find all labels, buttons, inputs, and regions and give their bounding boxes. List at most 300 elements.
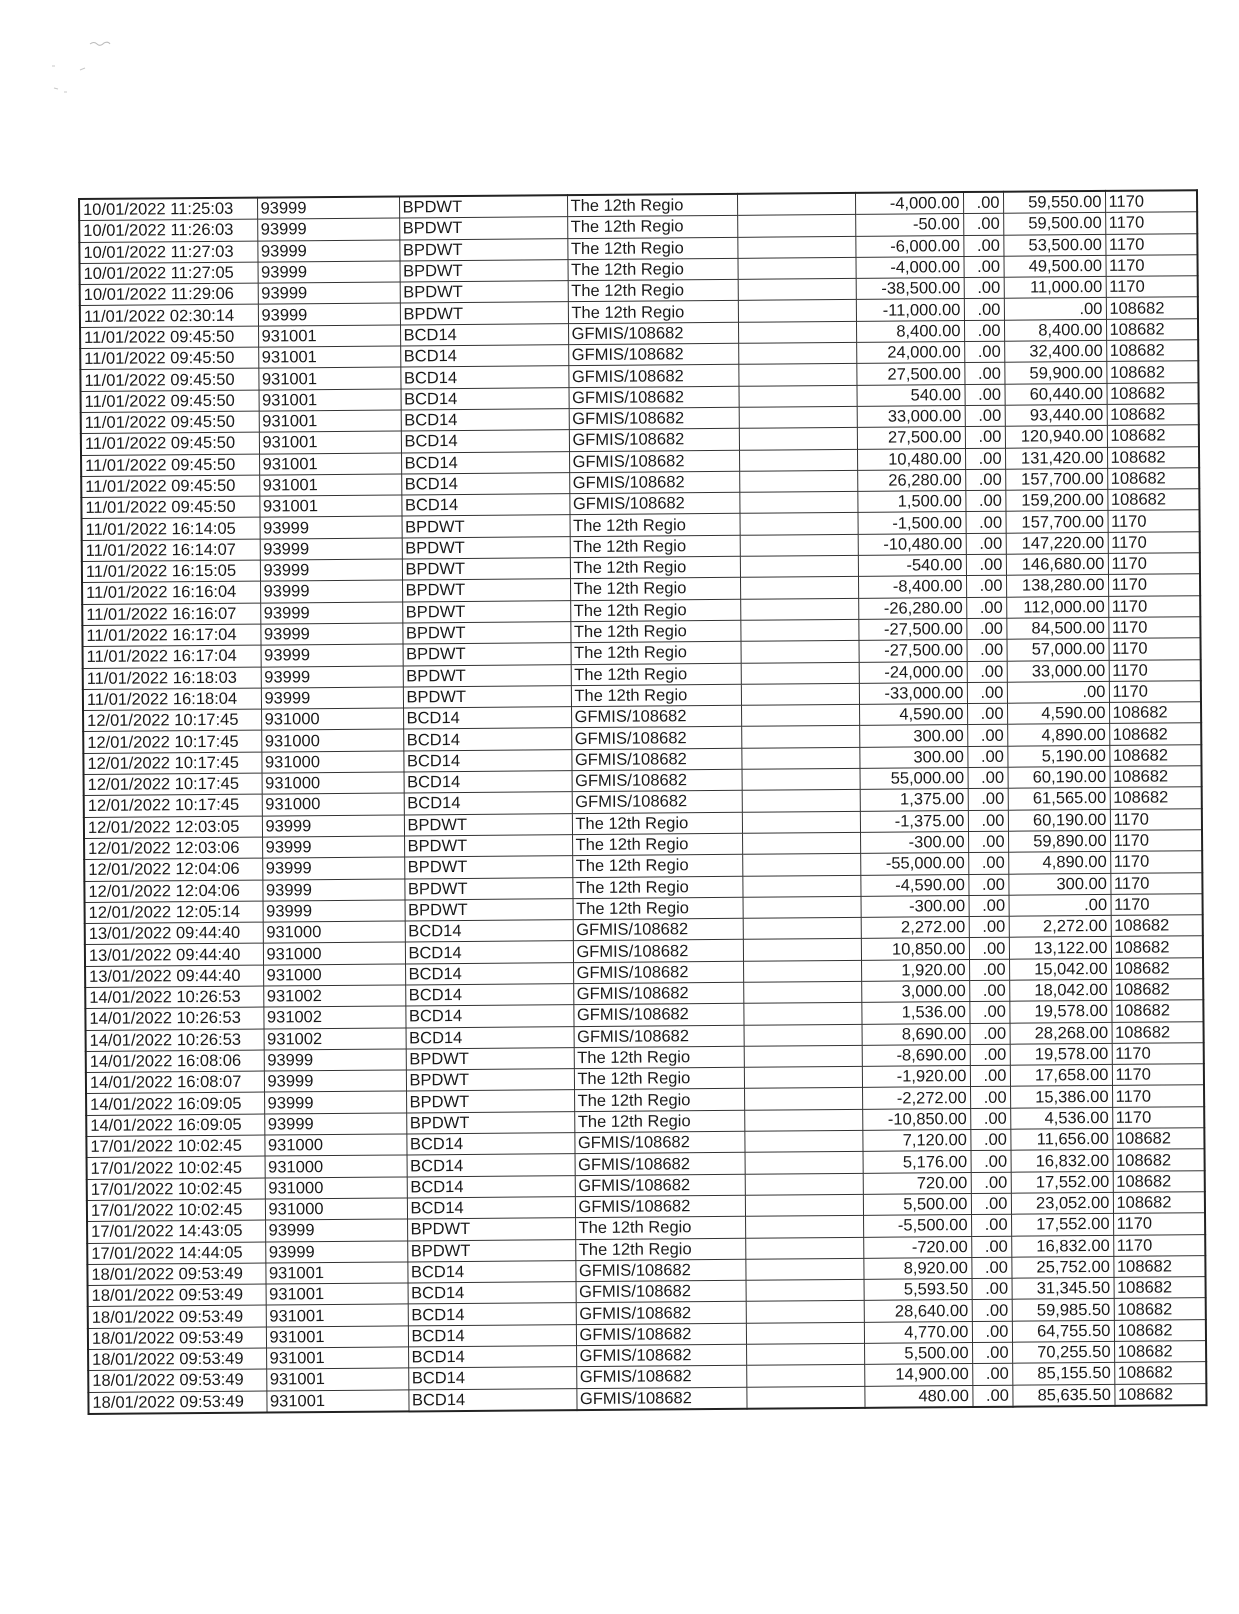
type-cell: BCD14 xyxy=(407,1197,575,1220)
description-cell: GFMIS/108682 xyxy=(575,1153,745,1176)
type-cell: BCD14 xyxy=(408,1388,576,1411)
datetime-cell: 14/01/2022 16:09:05 xyxy=(86,1093,264,1116)
description-cell: The 12th Regio xyxy=(567,258,737,281)
account-cell: 108682 xyxy=(1111,957,1203,979)
amount-cell: -8,690.00 xyxy=(862,1044,970,1066)
blank-cell xyxy=(742,854,860,876)
account-cell: 108682 xyxy=(1107,425,1199,447)
balance-cell: 17,658.00 xyxy=(1010,1065,1112,1087)
type-cell: BCD14 xyxy=(403,728,571,751)
amount-cell: -10,850.00 xyxy=(862,1108,970,1130)
code-cell: 931001 xyxy=(266,1326,408,1348)
zero-cell: .00 xyxy=(966,597,1006,619)
zero-cell: .00 xyxy=(970,1108,1010,1130)
balance-cell: 70,255.50 xyxy=(1012,1341,1114,1363)
code-cell: 931001 xyxy=(266,1390,408,1413)
blank-cell xyxy=(740,534,858,556)
blank-cell xyxy=(744,1067,862,1089)
datetime-cell: 14/01/2022 16:08:06 xyxy=(86,1050,264,1073)
code-cell: 93999 xyxy=(262,815,404,837)
datetime-cell: 11/01/2022 16:17:04 xyxy=(83,645,261,668)
amount-cell: -55,000.00 xyxy=(860,853,968,875)
type-cell: BPDWT xyxy=(402,558,570,581)
balance-cell: 11,000.00 xyxy=(1004,277,1106,299)
description-cell: The 12th Regio xyxy=(568,301,738,324)
code-cell: 931001 xyxy=(266,1283,408,1305)
balance-cell: 60,190.00 xyxy=(1007,766,1109,788)
datetime-cell: 11/01/2022 09:45:50 xyxy=(81,432,259,455)
balance-cell: 11,656.00 xyxy=(1010,1128,1112,1150)
account-cell: 108682 xyxy=(1107,404,1199,426)
datetime-cell: 11/01/2022 16:14:05 xyxy=(82,518,260,541)
balance-cell: 59,500.00 xyxy=(1003,213,1105,235)
code-cell: 93999 xyxy=(260,623,402,645)
type-cell: BPDWT xyxy=(403,685,571,708)
amount-cell: 24,000.00 xyxy=(856,342,964,364)
blank-cell xyxy=(744,1109,862,1131)
code-cell: 93999 xyxy=(265,1219,407,1241)
blank-cell xyxy=(743,981,861,1003)
type-cell: BPDWT xyxy=(405,898,573,921)
type-cell: BCD14 xyxy=(406,1133,574,1156)
type-cell: BPDWT xyxy=(403,643,571,666)
code-cell: 93999 xyxy=(264,1049,406,1071)
description-cell: GFMIS/108682 xyxy=(575,1195,745,1218)
balance-cell: 33,000.00 xyxy=(1007,660,1109,682)
balance-cell: 2,272.00 xyxy=(1009,916,1111,938)
zero-cell: .00 xyxy=(967,725,1007,747)
type-cell: BCD14 xyxy=(401,409,569,432)
account-cell: 1170 xyxy=(1107,510,1199,532)
transaction-table-body xyxy=(79,190,1207,1414)
zero-cell: .00 xyxy=(965,405,1005,427)
balance-cell: 157,700.00 xyxy=(1005,511,1107,533)
account-cell: 1170 xyxy=(1110,808,1202,830)
zero-cell: .00 xyxy=(968,767,1008,789)
type-cell: BCD14 xyxy=(407,1260,575,1283)
datetime-cell: 17/01/2022 10:02:45 xyxy=(87,1178,265,1201)
zero-cell: .00 xyxy=(972,1364,1012,1386)
zero-cell: .00 xyxy=(971,1214,1011,1236)
zero-cell: .00 xyxy=(965,469,1005,491)
account-cell: 1170 xyxy=(1110,872,1202,894)
type-cell: BPDWT xyxy=(399,195,567,218)
datetime-cell: 12/01/2022 12:03:06 xyxy=(84,837,262,860)
description-cell: GFMIS/108682 xyxy=(569,386,739,409)
datetime-cell: 12/01/2022 12:05:14 xyxy=(85,901,263,924)
description-cell: The 12th Regio xyxy=(567,216,737,239)
datetime-cell: 10/01/2022 11:27:05 xyxy=(80,262,258,285)
type-cell: BCD14 xyxy=(405,941,573,964)
account-cell: 108682 xyxy=(1113,1192,1205,1214)
zero-cell: .00 xyxy=(969,1001,1009,1023)
datetime-cell: 10/01/2022 11:29:06 xyxy=(80,283,258,306)
blank-cell xyxy=(740,513,858,535)
datetime-cell: 17/01/2022 14:43:05 xyxy=(87,1220,265,1243)
account-cell: 1170 xyxy=(1112,1043,1204,1065)
account-cell: 108682 xyxy=(1114,1298,1206,1320)
datetime-cell: 11/01/2022 16:17:04 xyxy=(82,624,260,647)
amount-cell: 5,500.00 xyxy=(863,1193,971,1215)
code-cell: 93999 xyxy=(262,878,404,900)
type-cell: BCD14 xyxy=(403,707,571,730)
description-cell: GFMIS/108682 xyxy=(571,727,741,750)
description-cell: GFMIS/108682 xyxy=(569,450,739,473)
description-cell: GFMIS/108682 xyxy=(576,1387,746,1410)
amount-cell: 540.00 xyxy=(856,384,964,406)
code-cell: 93999 xyxy=(261,644,403,666)
datetime-cell: 11/01/2022 09:45:50 xyxy=(81,411,259,434)
description-cell: The 12th Regio xyxy=(567,237,737,260)
blank-cell xyxy=(740,577,858,599)
description-cell: The 12th Regio xyxy=(570,578,740,601)
code-cell: 931000 xyxy=(265,1177,407,1199)
account-cell: 108682 xyxy=(1114,1383,1206,1406)
balance-cell: 300.00 xyxy=(1008,873,1110,895)
datetime-cell: 12/01/2022 12:04:06 xyxy=(84,880,262,903)
blank-cell xyxy=(745,1258,863,1280)
blank-cell xyxy=(738,279,856,301)
blank-cell xyxy=(744,1024,862,1046)
account-cell: 1170 xyxy=(1110,893,1202,915)
code-cell: 931001 xyxy=(266,1368,408,1390)
amount-cell: 10,480.00 xyxy=(857,448,965,470)
code-cell: 931001 xyxy=(266,1304,408,1326)
balance-cell: 84,500.00 xyxy=(1006,617,1108,639)
zero-cell: .00 xyxy=(967,746,1007,768)
type-cell: BCD14 xyxy=(407,1154,575,1177)
balance-cell: 60,440.00 xyxy=(1004,383,1106,405)
amount-cell: -1,375.00 xyxy=(860,810,968,832)
description-cell: The 12th Regio xyxy=(570,556,740,579)
account-cell: 108682 xyxy=(1113,1170,1205,1192)
datetime-cell: 11/01/2022 09:45:50 xyxy=(80,347,258,370)
account-cell: 1170 xyxy=(1105,233,1197,255)
datetime-cell: 11/01/2022 09:45:50 xyxy=(81,454,259,477)
type-cell: BPDWT xyxy=(402,600,570,623)
description-cell: The 12th Regio xyxy=(573,897,743,920)
type-cell: BCD14 xyxy=(408,1367,576,1390)
datetime-cell: 11/01/2022 16:14:07 xyxy=(82,539,260,562)
datetime-cell: 14/01/2022 10:26:53 xyxy=(86,1029,264,1052)
amount-cell: 28,640.00 xyxy=(864,1300,972,1322)
account-cell: 1170 xyxy=(1113,1213,1205,1235)
amount-cell: 5,593.50 xyxy=(864,1279,972,1301)
description-cell: GFMIS/108682 xyxy=(573,1004,743,1027)
blank-cell xyxy=(737,236,855,258)
type-cell: BPDWT xyxy=(407,1218,575,1241)
blank-cell xyxy=(744,1045,862,1067)
amount-cell: 8,920.00 xyxy=(863,1257,971,1279)
code-cell: 93999 xyxy=(264,1113,406,1135)
datetime-cell: 12/01/2022 10:17:45 xyxy=(84,773,262,796)
description-cell: The 12th Regio xyxy=(575,1238,745,1261)
zero-cell: .00 xyxy=(970,1065,1010,1087)
balance-cell: 17,552.00 xyxy=(1011,1214,1113,1236)
account-cell: 1170 xyxy=(1105,212,1197,234)
amount-cell: 4,590.00 xyxy=(859,704,967,726)
amount-cell: 8,400.00 xyxy=(856,320,964,342)
blank-cell xyxy=(737,257,855,279)
code-cell: 93999 xyxy=(257,240,399,262)
description-cell: GFMIS/108682 xyxy=(574,1025,744,1048)
type-cell: BPDWT xyxy=(404,835,572,858)
account-cell: 108682 xyxy=(1112,1021,1204,1043)
amount-cell: 2,272.00 xyxy=(861,917,969,939)
description-cell: GFMIS/108682 xyxy=(569,429,739,452)
balance-cell: 8,400.00 xyxy=(1004,319,1106,341)
zero-cell: .00 xyxy=(964,277,1004,299)
type-cell: BPDWT xyxy=(399,217,567,240)
type-cell: BPDWT xyxy=(402,536,570,559)
amount-cell: -300.00 xyxy=(860,831,968,853)
account-cell: 1170 xyxy=(1109,659,1201,681)
type-cell: BPDWT xyxy=(406,1111,574,1134)
amount-cell: -300.00 xyxy=(861,895,969,917)
amount-cell: 26,280.00 xyxy=(857,469,965,491)
code-cell: 931000 xyxy=(261,751,403,773)
zero-cell: .00 xyxy=(969,916,1009,938)
blank-cell xyxy=(746,1365,864,1387)
datetime-cell: 12/01/2022 10:17:45 xyxy=(84,794,262,817)
account-cell: 1170 xyxy=(1108,531,1200,553)
type-cell: BPDWT xyxy=(406,1048,574,1071)
description-cell: The 12th Regio xyxy=(570,514,740,537)
amount-cell: -6,000.00 xyxy=(855,235,963,257)
blank-cell xyxy=(743,960,861,982)
amount-cell: -540.00 xyxy=(858,555,966,577)
code-cell: 931001 xyxy=(266,1347,408,1369)
amount-cell: 720.00 xyxy=(863,1172,971,1194)
zero-cell: .00 xyxy=(964,341,1004,363)
blank-cell xyxy=(743,917,861,939)
zero-cell: .00 xyxy=(963,214,1003,236)
account-cell: 108682 xyxy=(1109,702,1201,724)
code-cell: 93999 xyxy=(264,1091,406,1113)
amount-cell: 1,536.00 xyxy=(861,1002,969,1024)
blank-cell xyxy=(742,811,860,833)
description-cell: GFMIS/108682 xyxy=(568,322,738,345)
balance-cell: 15,042.00 xyxy=(1009,958,1111,980)
account-cell: 1170 xyxy=(1112,1085,1204,1107)
code-cell: 931002 xyxy=(263,985,405,1007)
code-cell: 93999 xyxy=(260,559,402,581)
code-cell: 931001 xyxy=(259,495,401,517)
amount-cell: -33,000.00 xyxy=(859,682,967,704)
amount-cell: -27,500.00 xyxy=(858,618,966,640)
zero-cell: .00 xyxy=(972,1342,1012,1364)
code-cell: 931000 xyxy=(263,921,405,943)
account-cell: 108682 xyxy=(1107,489,1199,511)
blank-cell xyxy=(746,1322,864,1344)
blank-cell xyxy=(739,449,857,471)
zero-cell: .00 xyxy=(967,661,1007,683)
account-cell: 108682 xyxy=(1106,318,1198,340)
amount-cell: -1,920.00 xyxy=(862,1066,970,1088)
blank-cell xyxy=(739,470,857,492)
zero-cell: .00 xyxy=(968,874,1008,896)
balance-cell: 57,000.00 xyxy=(1006,639,1108,661)
blank-cell xyxy=(739,428,857,450)
code-cell: 931001 xyxy=(259,389,401,411)
balance-cell: 25,752.00 xyxy=(1011,1256,1113,1278)
code-cell: 93999 xyxy=(258,282,400,304)
account-cell: 1170 xyxy=(1108,574,1200,596)
balance-cell: 16,832.00 xyxy=(1011,1235,1113,1257)
amount-cell: 1,500.00 xyxy=(857,491,965,513)
blank-cell xyxy=(741,662,859,684)
blank-cell xyxy=(742,875,860,897)
zero-cell: .00 xyxy=(967,703,1007,725)
datetime-cell: 14/01/2022 10:26:53 xyxy=(85,1007,263,1030)
balance-cell: 4,890.00 xyxy=(1007,724,1109,746)
type-cell: BCD14 xyxy=(404,792,572,815)
datetime-cell: 18/01/2022 09:53:49 xyxy=(88,1348,266,1371)
description-cell: GFMIS/108682 xyxy=(571,705,741,728)
code-cell: 931000 xyxy=(263,964,405,986)
type-cell: BPDWT xyxy=(399,238,567,261)
zero-cell: .00 xyxy=(966,576,1006,598)
amount-cell: -720.00 xyxy=(863,1236,971,1258)
description-cell: GFMIS/108682 xyxy=(568,365,738,388)
code-cell: 93999 xyxy=(262,836,404,858)
zero-cell: .00 xyxy=(967,682,1007,704)
type-cell: BCD14 xyxy=(401,387,569,410)
account-cell: 108682 xyxy=(1109,723,1201,745)
account-cell: 1170 xyxy=(1108,617,1200,639)
description-cell: GFMIS/108682 xyxy=(575,1259,745,1282)
blank-cell xyxy=(743,1003,861,1025)
datetime-cell: 11/01/2022 16:18:03 xyxy=(83,667,261,690)
account-cell: 1170 xyxy=(1113,1234,1205,1256)
blank-cell xyxy=(738,364,856,386)
type-cell: BPDWT xyxy=(404,877,572,900)
type-cell: BCD14 xyxy=(401,451,569,474)
datetime-cell: 14/01/2022 16:08:07 xyxy=(86,1071,264,1094)
code-cell: 93999 xyxy=(261,687,403,709)
blank-cell xyxy=(746,1386,864,1409)
zero-cell: .00 xyxy=(971,1257,1011,1279)
description-cell: The 12th Regio xyxy=(574,1046,744,1069)
amount-cell: 5,176.00 xyxy=(863,1151,971,1173)
type-cell: BCD14 xyxy=(405,962,573,985)
account-cell: 108682 xyxy=(1106,361,1198,383)
type-cell: BCD14 xyxy=(406,1026,574,1049)
blank-cell xyxy=(744,1088,862,1110)
type-cell: BPDWT xyxy=(402,622,570,645)
balance-cell: .00 xyxy=(1004,298,1106,320)
code-cell: 93999 xyxy=(258,261,400,283)
blank-cell xyxy=(738,321,856,343)
description-cell: GFMIS/108682 xyxy=(573,918,743,941)
description-cell: The 12th Regio xyxy=(567,194,737,217)
balance-cell: .00 xyxy=(1007,681,1109,703)
datetime-cell: 11/01/2022 09:45:50 xyxy=(81,475,259,498)
description-cell: The 12th Regio xyxy=(574,1089,744,1112)
balance-cell: 61,565.00 xyxy=(1008,788,1110,810)
blank-cell xyxy=(740,619,858,641)
description-cell: GFMIS/108682 xyxy=(568,343,738,366)
zero-cell: .00 xyxy=(965,426,1005,448)
zero-cell: .00 xyxy=(963,256,1003,278)
type-cell: BCD14 xyxy=(405,984,573,1007)
zero-cell: .00 xyxy=(971,1172,1011,1194)
amount-cell: 1,375.00 xyxy=(860,789,968,811)
description-cell: GFMIS/108682 xyxy=(571,748,741,771)
account-cell: 1170 xyxy=(1110,851,1202,873)
account-cell: 108682 xyxy=(1111,936,1203,958)
blank-cell xyxy=(743,896,861,918)
balance-cell: 5,190.00 xyxy=(1007,745,1109,767)
zero-cell: .00 xyxy=(965,448,1005,470)
description-cell: The 12th Regio xyxy=(575,1217,745,1240)
description-cell: The 12th Regio xyxy=(571,663,741,686)
account-cell: 108682 xyxy=(1113,1256,1205,1278)
description-cell: GFMIS/108682 xyxy=(569,492,739,515)
description-cell: The 12th Regio xyxy=(570,535,740,558)
account-cell: 108682 xyxy=(1114,1277,1206,1299)
type-cell: BCD14 xyxy=(400,345,568,368)
type-cell: BCD14 xyxy=(408,1346,576,1369)
zero-cell: .00 xyxy=(970,1087,1010,1109)
balance-cell: 16,832.00 xyxy=(1011,1150,1113,1172)
account-cell: 108682 xyxy=(1114,1362,1206,1384)
blank-cell xyxy=(746,1280,864,1302)
type-cell: BPDWT xyxy=(407,1239,575,1262)
datetime-cell: 11/01/2022 16:15:05 xyxy=(82,560,260,583)
datetime-cell: 17/01/2022 10:02:45 xyxy=(87,1199,265,1222)
blank-cell xyxy=(746,1343,864,1365)
datetime-cell: 14/01/2022 16:09:05 xyxy=(86,1114,264,1137)
zero-cell: .00 xyxy=(969,959,1009,981)
type-cell: BPDWT xyxy=(402,515,570,538)
code-cell: 931002 xyxy=(263,1006,405,1028)
description-cell: The 12th Regio xyxy=(574,1067,744,1090)
zero-cell: .00 xyxy=(970,1023,1010,1045)
zero-cell: .00 xyxy=(965,512,1005,534)
ledger-sheet xyxy=(78,189,1206,1415)
amount-cell: 5,500.00 xyxy=(864,1343,972,1365)
description-cell: GFMIS/108682 xyxy=(575,1174,745,1197)
description-cell: The 12th Regio xyxy=(574,1110,744,1133)
blank-cell xyxy=(742,832,860,854)
balance-cell: 4,890.00 xyxy=(1008,852,1110,874)
balance-cell: 18,042.00 xyxy=(1009,979,1111,1001)
description-cell: GFMIS/108682 xyxy=(569,471,739,494)
zero-cell: .00 xyxy=(970,1129,1010,1151)
blank-cell xyxy=(745,1216,863,1238)
description-cell: GFMIS/108682 xyxy=(573,961,743,984)
datetime-cell: 18/01/2022 09:53:49 xyxy=(88,1369,266,1392)
description-cell: GFMIS/108682 xyxy=(576,1344,746,1367)
amount-cell: -27,500.00 xyxy=(859,640,967,662)
blank-cell xyxy=(739,406,857,428)
account-cell: 108682 xyxy=(1114,1319,1206,1341)
datetime-cell: 14/01/2022 10:26:53 xyxy=(85,986,263,1009)
amount-cell: 300.00 xyxy=(859,746,967,768)
balance-cell: 23,052.00 xyxy=(1011,1192,1113,1214)
description-cell: GFMIS/108682 xyxy=(573,982,743,1005)
datetime-cell: 11/01/2022 16:18:04 xyxy=(83,688,261,711)
amount-cell: 10,850.00 xyxy=(861,938,969,960)
blank-cell xyxy=(746,1301,864,1323)
datetime-cell: 12/01/2022 10:17:45 xyxy=(83,709,261,732)
zero-cell: .00 xyxy=(963,192,1003,214)
scan-artifact-specks xyxy=(40,30,160,110)
type-cell: BCD14 xyxy=(403,749,571,772)
account-cell: 108682 xyxy=(1111,979,1203,1001)
zero-cell: .00 xyxy=(964,320,1004,342)
